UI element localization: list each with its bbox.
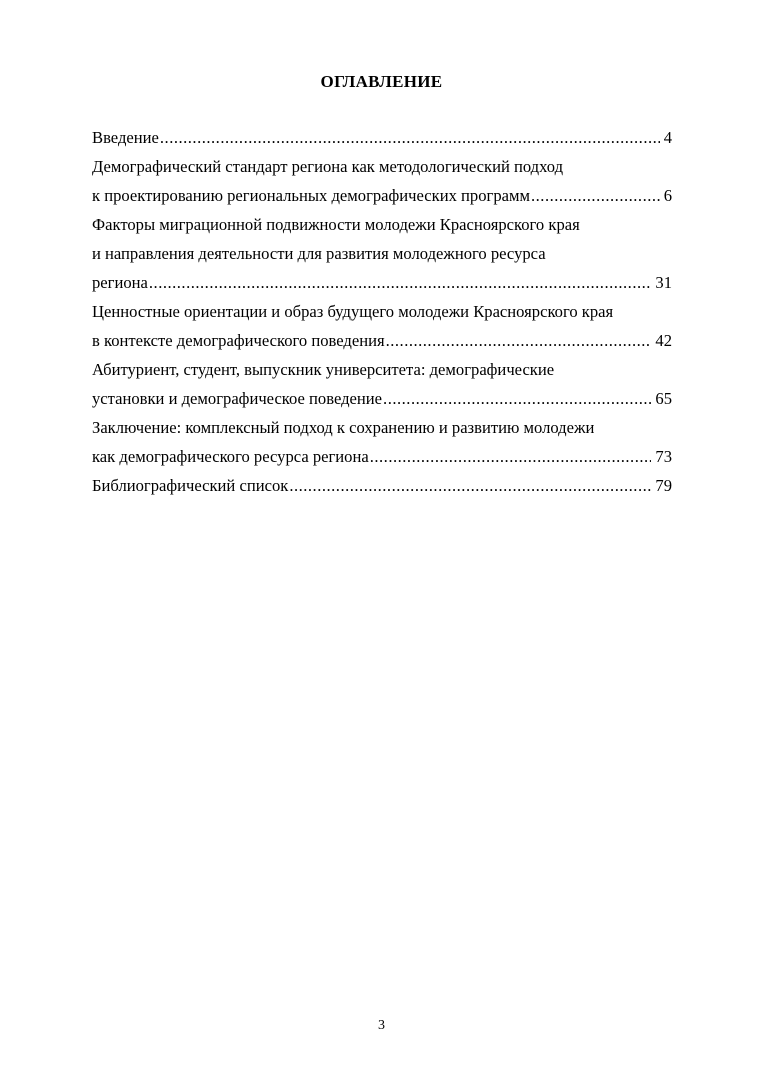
toc-page-number: 65 xyxy=(655,389,672,408)
toc-entry-title-line: Ценностные ориентации и образ будущего молодежи Красноярского края xyxy=(92,302,614,321)
toc-entry-value-orientations[interactable] xyxy=(92,297,672,355)
toc-leader-dots xyxy=(149,268,652,297)
toc-entry-last-line xyxy=(92,442,672,471)
toc-entry-title: к проектированию региональных демографических программ xyxy=(92,186,530,205)
toc-entry-migration-factors[interactable] xyxy=(92,210,672,297)
toc-entry-bibliography[interactable] xyxy=(92,471,672,500)
toc-entry-introduction[interactable] xyxy=(92,123,672,152)
toc-leader-dots xyxy=(370,442,652,471)
toc-entry-title: региона xyxy=(92,273,148,292)
toc-entry-last-line xyxy=(92,326,672,355)
toc-page-number: 4 xyxy=(663,128,672,147)
toc-entry-demographic-standard[interactable] xyxy=(92,152,672,210)
page-number: 3 xyxy=(378,1018,385,1033)
toc-page-number: 42 xyxy=(655,331,672,350)
toc-page-number: 79 xyxy=(655,476,672,495)
toc-entry-title-line: Заключение: комплексный подход к сохранению и развитию молодежи xyxy=(92,418,595,437)
toc-leader-dots xyxy=(160,123,660,152)
page-title: ОГЛАВЛЕНИЕ xyxy=(320,72,443,91)
toc-entry-last-line xyxy=(92,384,672,413)
toc-leader-dots xyxy=(289,471,651,500)
toc-entry-last-line xyxy=(92,471,672,500)
toc-page-number: 73 xyxy=(655,447,672,466)
toc-entry-title: Введение xyxy=(92,128,159,147)
toc-entry-title-line: Факторы миграционной подвижности молодежи Красноярского края xyxy=(92,215,580,234)
toc-entry-title: Библиографический список xyxy=(92,476,289,495)
toc-leader-dots xyxy=(531,181,660,210)
toc-entry-last-line xyxy=(92,123,672,152)
table-of-contents xyxy=(92,123,672,500)
toc-entry-title-line: Демографический стандарт региона как методологический подход xyxy=(92,157,564,176)
toc-entry-title-line: и направления деятельности для развития молодежного ресурса xyxy=(92,244,546,263)
toc-leader-dots xyxy=(386,326,652,355)
toc-entry-title: как демографического ресурса региона xyxy=(92,447,369,466)
toc-leader-dots xyxy=(383,384,651,413)
toc-entry-applicant-student-graduate[interactable] xyxy=(92,355,672,413)
toc-entry-last-line xyxy=(92,181,672,210)
toc-entry-conclusion[interactable] xyxy=(92,413,672,471)
toc-entry-title: установки и демографическое поведение xyxy=(92,389,383,408)
toc-page-number: 6 xyxy=(663,186,672,205)
toc-entry-title: в контексте демографического поведения xyxy=(92,331,385,350)
toc-page-number: 31 xyxy=(655,273,672,292)
toc-entry-last-line xyxy=(92,268,672,297)
toc-entry-title-line: Абитуриент, студент, выпускник университета: демографические xyxy=(92,360,555,379)
